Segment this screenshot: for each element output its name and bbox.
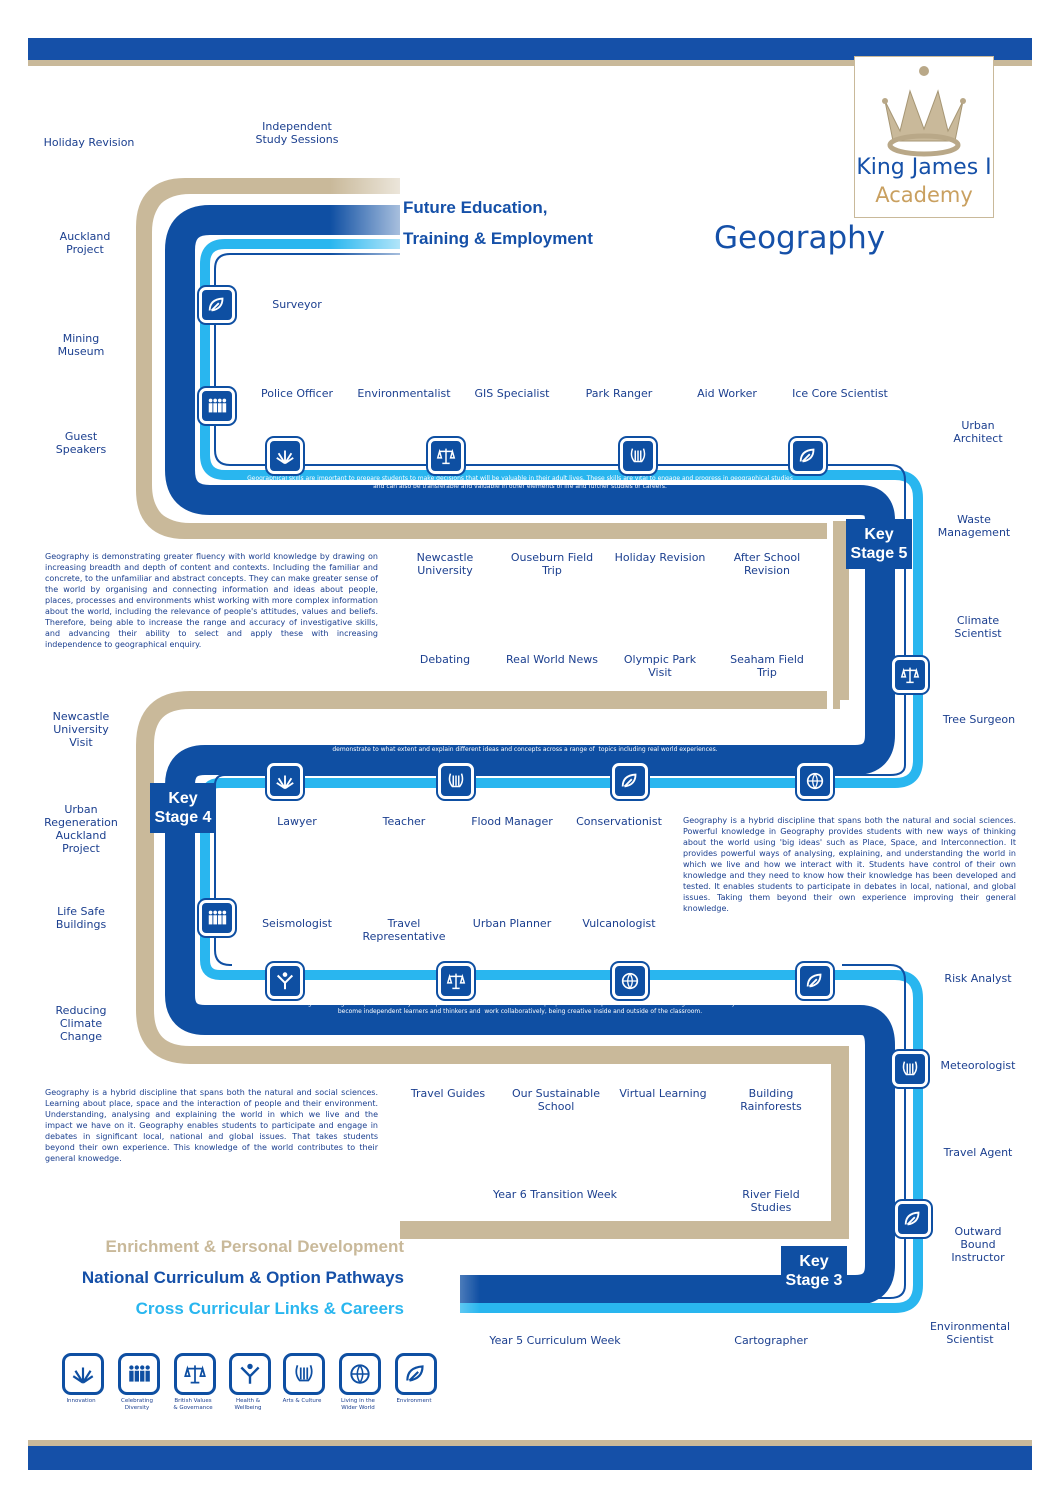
ks5-description-strip: Geographical skills are important to prepare students to make decisions that will be valuable in their adult lives. These skills are vital to engage and progress in geographical studies and can also be transferable and valuable in other elements of life and further studies or careers. <box>247 475 793 490</box>
lyre-icon <box>892 1051 928 1087</box>
career-label: GIS Specialist <box>474 387 550 400</box>
career-label: Park Ranger <box>585 387 653 400</box>
enrichment-label: Ouseburn Field Trip <box>510 551 594 577</box>
career-label: Travel Representative <box>362 917 446 943</box>
leaf-icon <box>199 287 235 323</box>
key-stage-4: Key Stage 4 <box>150 783 216 833</box>
enrichment-label: Olympic Park Visit <box>623 653 697 679</box>
ks3-description-strip: Students will investigate a range of topics where they can empathise and understand the lives of people in different parts of the world and the global issues they face. Students will become independent learners and thinkers and work collaboratively, being creative inside and outside of the classroom. <box>245 1000 795 1015</box>
legend-caption: Innovation <box>66 1398 96 1404</box>
left-label: Mining Museum <box>57 332 105 358</box>
key-stage-3: Key Stage 3 <box>781 1246 847 1296</box>
right-label: Travel Agent <box>943 1146 1013 1159</box>
legend-caption: Arts & Culture <box>282 1398 322 1404</box>
enrichment-label: River Field Studies <box>742 1188 800 1214</box>
left-label: Life Safe Buildings <box>55 905 107 931</box>
top-label: Independent Study Sessions <box>255 120 339 146</box>
legend-caption: British Values & Governance <box>173 1398 213 1411</box>
crown-icon <box>855 61 993 161</box>
innovation-icon <box>267 763 303 799</box>
left-label: Newcastle University Visit <box>52 710 110 749</box>
logo-name: King James I <box>856 155 992 180</box>
globe-icon <box>797 763 833 799</box>
career-label: Vulcanologist <box>582 917 656 930</box>
enrichment-label: Seaham Field Trip <box>730 653 804 679</box>
left-label: Urban Regeneration Auckland Project <box>44 803 118 855</box>
enrichment-label: Our Sustainable School <box>512 1087 600 1113</box>
career-label: Ice Core Scientist <box>792 387 888 400</box>
globe-icon <box>339 1353 381 1395</box>
bottom-label: Year 5 Curriculum Week <box>489 1334 621 1347</box>
career-label: Environmentalist <box>357 387 451 400</box>
enrichment-label: Real World News <box>506 653 598 666</box>
enrichment-label: Building Rainforests <box>740 1087 802 1113</box>
lyre-icon <box>620 438 656 474</box>
legend-caption: Celebrating Diversity <box>121 1398 153 1411</box>
legend-caption: Health & Wellbeing <box>234 1398 262 1411</box>
ks3-paragraph: Geography is a hybrid discipline that spans both the natural and social sciences. Learning about place, space and the interaction of people and their environment. Understanding, analysing and explaining the world in which we live and the impact we have on it. Geography enables students to participate and engage in debates in significant local, national and global issues. That takes students beyond their own experience. This knowledge of the world contributes to their general knowedge. <box>45 1088 378 1163</box>
career-label: Seismologist <box>262 917 332 930</box>
key-stage-5: Key Stage 5 <box>846 519 912 569</box>
diversity-icon <box>199 900 235 936</box>
leaf-icon <box>797 963 833 999</box>
leaf-icon <box>790 438 826 474</box>
innovation-icon <box>267 438 303 474</box>
wellbeing-icon <box>267 963 303 999</box>
legend-caption: Environment <box>396 1398 432 1404</box>
ks4-paragraph: Geography is a hybrid discipline that spans both the natural and social sciences. Powerful knowledge in Geography provides students with new ways of thinking about the world using 'big ideas' such as Place, Space, and Interconnection. It provides powerful ways of analysing, explaining, and understanding the world in which we live and how we interact with it. Students have control of their own knowledge and they need to know how their knowledge has been developed and tested. It enables students to participate in debates in local, national, and global issues. Taking them beyond their own experience improving their general knowledge. <box>683 816 1016 913</box>
ks5-paragraph: Geography is demonstrating greater fluency with world knowledge by drawing on increasing breadth and depth of content and contexts. Including the familiar and concrete, to the unfamiliar and abstract concepts. They can make greater sense of the world by organising and connecting information and ideas about people, places, processes and environments whist working with more complex information about the world, including the relevance of people's attitudes, values and beliefs. Therefore, being able to increase the range and accuracy of investigative skills, and advancing their ability to select and apply these with increasing independence to geographical enquiry. <box>45 552 378 649</box>
career-label: Lawyer <box>277 815 317 828</box>
enrichment-label: After School Revision <box>733 551 801 577</box>
ks4-description-strip: Developing a deeper understanding and awareness of global issues that allow students to give their opinions supported by geographical facts and case studies. Students will analyse, demonstrate to what extent and explain different ideas and concepts across a range of topics including real world experiences. <box>250 738 800 753</box>
right-label: Tree Surgeon <box>942 713 1016 726</box>
bottom-label: Cartographer <box>734 1334 808 1347</box>
lyre-icon <box>438 763 474 799</box>
globe-icon <box>612 963 648 999</box>
career-label: Flood Manager <box>471 815 553 828</box>
diversity-icon <box>118 1353 160 1395</box>
left-label: Reducing Climate Change <box>55 1004 107 1043</box>
right-label: Environmental Scientist <box>929 1320 1011 1346</box>
legend-national: National Curriculum & Option Pathways <box>81 1268 404 1287</box>
lyre-icon <box>283 1353 325 1395</box>
enrichment-label: Newcastle University <box>416 551 474 577</box>
future-line-2: Training & Employment <box>403 229 593 248</box>
top-label: Surveyor <box>272 298 322 311</box>
academy-logo <box>854 56 994 218</box>
leaf-icon <box>895 1201 931 1237</box>
career-label: Aid Worker <box>697 387 757 400</box>
page-title: Geography <box>714 220 886 256</box>
left-label: Guest Speakers <box>55 430 107 456</box>
left-label: Holiday Revision <box>43 136 135 149</box>
right-label: Waste Management <box>937 513 1011 539</box>
wellbeing-icon <box>229 1353 271 1395</box>
future-line-1: Future Education, <box>403 198 548 217</box>
right-label: Outward Bound Instructor <box>951 1225 1005 1264</box>
legend-cross: Cross Curricular Links & Careers <box>135 1299 404 1318</box>
legend-enrichment: Enrichment & Personal Development <box>105 1237 404 1256</box>
career-label: Conservationist <box>576 815 662 828</box>
legend-caption: Living in the Wider World <box>341 1398 375 1411</box>
enrichment-label: Travel Guides <box>410 1087 486 1100</box>
career-label: Teacher <box>382 815 426 828</box>
enrichment-label: Holiday Revision <box>614 551 706 564</box>
leaf-icon <box>395 1353 437 1395</box>
enrichment-label: Debating <box>419 653 471 666</box>
career-label: Urban Planner <box>472 917 552 930</box>
logo-academy: Academy <box>875 183 973 207</box>
enrichment-label: Year 6 Transition Week <box>492 1188 618 1201</box>
right-label: Climate Scientist <box>954 614 1002 640</box>
scales-icon <box>892 657 928 693</box>
right-label: Meteorologist <box>940 1059 1016 1072</box>
career-label: Police Officer <box>260 387 334 400</box>
enrichment-label: Virtual Learning <box>619 1087 707 1100</box>
scales-icon <box>174 1353 216 1395</box>
scales-icon <box>428 438 464 474</box>
right-label: Urban Architect <box>953 419 1003 445</box>
leaf-icon <box>612 763 648 799</box>
right-label: Risk Analyst <box>944 972 1012 985</box>
innovation-icon <box>62 1353 104 1395</box>
scales-icon <box>438 963 474 999</box>
diversity-icon <box>199 388 235 424</box>
left-label: Auckland Project <box>59 230 111 256</box>
